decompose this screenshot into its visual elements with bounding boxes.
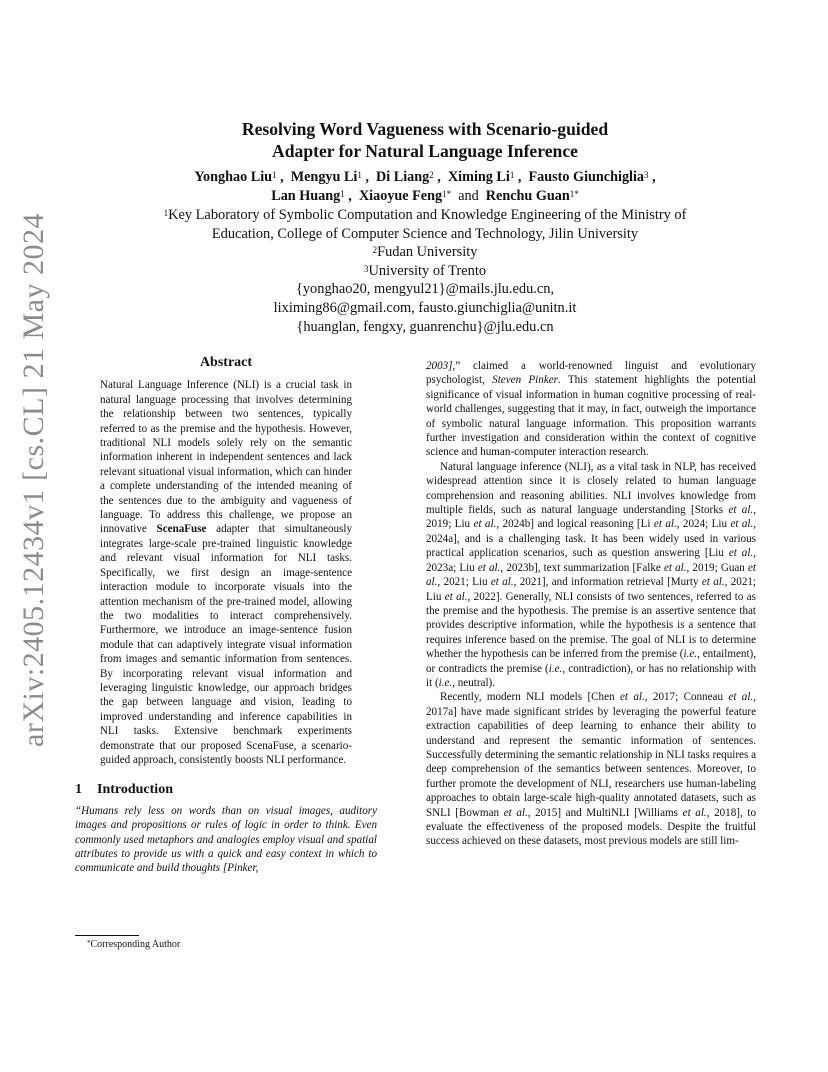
- title-line-2: Adapter for Natural Language Inference: [272, 141, 578, 161]
- author: Lan Huang: [271, 188, 341, 204]
- intro-quote: “Humans rely less on words than on visual images, auditory images and propositions or rules of logic in order to think. Even commonly used metaphors and analogies employ visual and spatial attributes to provide us with a quick and easy context in which to communicate and build thoughts [Pinker,: [75, 804, 377, 875]
- arxiv-watermark: [8, 213, 60, 747]
- author: Xiaoyue Feng: [358, 188, 443, 204]
- paper-title: [100, 118, 750, 162]
- affiliations: [100, 206, 750, 336]
- paragraph: Natural language inference (NLI), as a vital task in NLP, has received widespread attention since it is closely related to human language comprehension and reasoning abilities. NLI involves knowledge from multiple fields, such as natural language understanding [Storks et al., 2019; Liu et al., 2024b] and logical reasoning [Li et al., 2024; Liu et al., 2024a], and is a challenging task. It has been widely used in various practical application scenarios, such as question answering [Liu et al., 2023a; Liu et al., 2023b], text summarization [Falke et al., 2019; Guan et al., 2021; Liu et al., 2021], and information retrieval [Murty et al., 2021; Liu et al., 2022]. Generally, NLI consists of two sentences, referred to as the premise and the hypothesis. The premise is an assertive sentence that provides descriptive information, while the hypothesis is a sentence that requires inference based on the premise. The goal of NLI is to determine whether the hypothesis can be inferred from the premise (i.e., entailment), or contradicts the premise (i.e., contradiction), or has no relationship with it (i.e., neutral).: [426, 460, 757, 689]
- paragraph: 2003],” claimed a world-renowned linguist and evolutionary psychologist, Steven Pinker. This statement highlights the potential significance of visual information in human cognitive processing of real-world challenges, suggesting that it may, in fact, outweigh the importance of symbolic natural language information. This proposition warrants further investigation and consideration within the context of cognitive science and human-computer interaction research.: [426, 360, 756, 459]
- email-line: {huanglan, fengxy, guanrenchu}@jlu.edu.cn: [296, 318, 554, 335]
- affiliation-2: $^2$Fudan University: [372, 244, 478, 261]
- paper-header: [100, 118, 750, 336]
- author: Fausto Giunchiglia: [528, 169, 645, 185]
- author: Yonghao Liu: [194, 169, 273, 185]
- affiliation-1-cont: Education, College of Computer Science and Technology, Jilin University: [211, 225, 639, 242]
- author: Renchu Guan: [485, 188, 570, 204]
- section-heading-introduction: 1 Introduction: [75, 782, 173, 798]
- left-column: [75, 356, 377, 876]
- footnote: *Corresponding Author: [87, 939, 181, 950]
- email-line: {yonghao20, mengyul21}@mails.jlu.edu.cn,: [295, 281, 555, 298]
- paragraph: Recently, modern NLI models [Chen et al., 2017; Conneau et al., 2017a] have made significant strides by leveraging the powerful feature extraction capabilities of deep learning to enhance their ability to understand and represent the semantic information of sentences. Successfully determining the semantic relationship in NLI tasks requires a deep comprehension of the semantics between sentences. Moreover, to further promote the development of NLI, researchers use human-labeling approaches to obtain large-scale high-quality annotated datasets, such as SNLI [Bowman et al., 2015] and MultiNLI [Williams et al., 2018], to evaluate the effectiveness of the proposed models. Despite the fruitful success achieved on these datasets, most previous models are still lim-: [426, 691, 757, 848]
- right-column: [426, 359, 756, 849]
- method-name: ScenaFuse: [156, 523, 207, 536]
- abstract-text: Natural Language Inference (NLI) is a crucial task in natural language processing that involves determining the relationship between two sentences, typically referred to as the premise and the hypothesis. However, traditional NLI models solely rely on the semantic information inherent in independent sentences and lack relevant situational visual information, which can hinder a complete understanding of the intended meaning of the sentences due to the ambiguity and vagueness of language. To address this challenge, we propose an innovative ScenaFuse adapter that simultaneously integrates large-scale pre-trained linguistic knowledge and relevant visual information for NLI tasks. Specifically, we first design an image-sentence interaction module to incorporate visuals into the attention mechanism of the pre-trained model, allowing the two modalities to interact comprehensively. Furthermore, we introduce an image-sentence fusion module that can adaptively integrate visual information from images and semantic information from sentences. By incorporating relevant visual information and leveraging linguistic knowledge, our approach bridges the gap between language and vision, leading to improved understanding and inference capabilities in NLI tasks. Extensive benchmark experiments demonstrate that our proposed ScenaFuse, a scenario-guided approach, consistently boosts NLI performance.: [100, 379, 353, 766]
- abstract-heading: Abstract: [199, 355, 253, 370]
- abstract-body: [100, 378, 352, 767]
- title-line-1: Resolving Word Vagueness with Scenario-guided: [241, 119, 609, 139]
- author-conjunction: and: [458, 188, 479, 204]
- affiliation-3: $^3$University of Trento: [363, 262, 487, 279]
- arxiv-id-text: arXiv:2405.12434v1 [cs.CL] 21 May 2024: [17, 213, 50, 747]
- footnote-rule: [75, 935, 139, 936]
- email-line: liximing86@gmail.com, fausto.giunchiglia@unitn.it: [273, 299, 577, 316]
- author: Mengyu Li: [290, 169, 358, 185]
- affiliation-1: $^1$Key Laboratory of Symbolic Computation and Knowledge Engineering of the Ministry of: [163, 207, 687, 223]
- author: Di Liang: [376, 169, 430, 185]
- author-list: Yonghao Liu$^1$ , Mengyu Li$^1$ , Di Liang$^2$ , Ximing Li$^1$ , Fausto Giunchiglia$^3$ , Lan Huang$^1$ , Xiaoyue Feng$^{1*}$ and Renchu Guan$^{1*}$: [194, 169, 656, 204]
- author: Ximing Li: [447, 169, 510, 185]
